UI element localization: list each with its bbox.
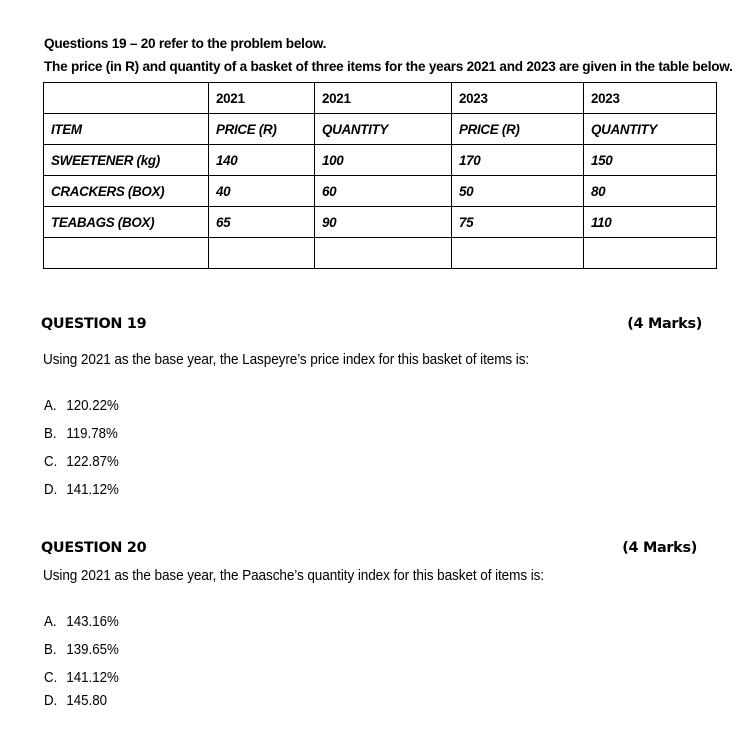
table-cell: 65 [209, 207, 315, 238]
intro-line-2: The price (in R) and quantity of a basket of three items for the years 2021 and 2023 are given in the table below. [44, 59, 733, 74]
table-cell: 60 [315, 176, 452, 207]
table-cell: ITEM [44, 114, 209, 145]
table-cell: 90 [315, 207, 452, 238]
table-cell [209, 238, 315, 269]
table-cell: 140 [209, 145, 315, 176]
question-19-option-c[interactable]: C. 122.87% [44, 454, 119, 470]
intro-line-1: Questions 19 – 20 refer to the problem below. [44, 36, 327, 51]
question-19-option-b[interactable]: B. 119.78% [44, 426, 118, 442]
table-cell: PRICE (R) [209, 114, 315, 145]
question-19-option-a[interactable]: A. 120.22% [44, 398, 119, 414]
table-cell: 2021 [209, 83, 315, 114]
question-20-option-a[interactable]: A. 143.16% [44, 614, 119, 630]
table-cell: 2023 [584, 83, 717, 114]
table-year-row [44, 83, 717, 114]
table-header-row [44, 114, 717, 145]
question-20-marks: (4 Marks) [622, 540, 697, 556]
question-20-option-c[interactable]: C. 141.12% [44, 670, 119, 686]
question-19-title: QUESTION 19 [41, 316, 147, 332]
question-19-marks: (4 Marks) [627, 316, 702, 332]
price-quantity-table [43, 82, 717, 269]
table-cell: 80 [584, 176, 717, 207]
table-cell: 2023 [452, 83, 584, 114]
table-cell: 100 [315, 145, 452, 176]
table-cell: QUANTITY [584, 114, 717, 145]
table-cell [44, 238, 209, 269]
table-cell [584, 238, 717, 269]
table-cell: 50 [452, 176, 584, 207]
question-20-title: QUESTION 20 [41, 540, 147, 556]
table-cell: CRACKERS (BOX) [44, 176, 209, 207]
question-20-text: Using 2021 as the base year, the Paasche’s quantity index for this basket of items is: [43, 568, 545, 584]
table-cell [315, 238, 452, 269]
question-19-option-d[interactable]: D. 141.12% [44, 482, 119, 498]
question-19-text: Using 2021 as the base year, the Laspeyre’s price index for this basket of items is: [43, 352, 530, 368]
question-20-option-b[interactable]: B. 139.65% [44, 642, 119, 658]
table-row [44, 238, 717, 269]
table-cell: 150 [584, 145, 717, 176]
table-row [44, 176, 717, 207]
table-cell [452, 238, 584, 269]
table-cell: SWEETENER (kg) [44, 145, 209, 176]
table-cell: 110 [584, 207, 717, 238]
table-row [44, 145, 717, 176]
table-cell [44, 83, 209, 114]
table-cell: 75 [452, 207, 584, 238]
table-cell: 40 [209, 176, 315, 207]
table-cell: 170 [452, 145, 584, 176]
table-cell: QUANTITY [315, 114, 452, 145]
table-cell: TEABAGS (BOX) [44, 207, 209, 238]
table-cell: 2021 [315, 83, 452, 114]
table-cell: PRICE (R) [452, 114, 584, 145]
question-20-option-d[interactable]: D. 145.80 [44, 693, 107, 709]
table-row [44, 207, 717, 238]
